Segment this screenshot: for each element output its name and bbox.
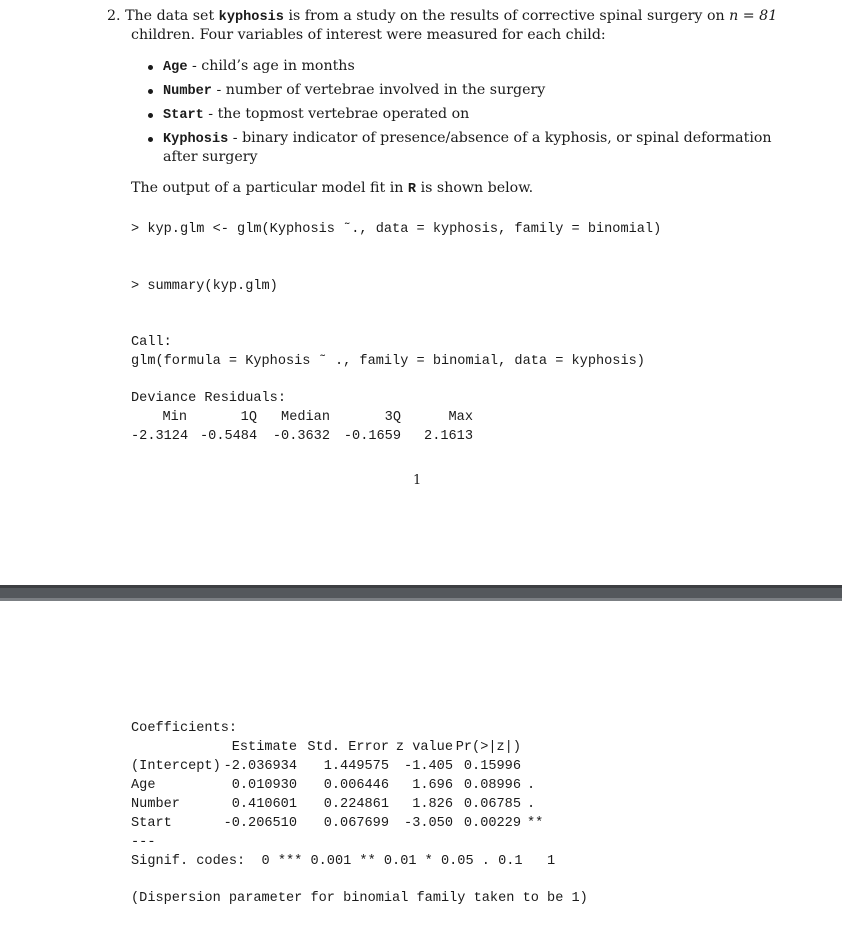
sample-size: n = 81 xyxy=(729,8,778,24)
coefficients-label: Coefficients: xyxy=(131,721,238,736)
deviance-header-1q: 1Q xyxy=(240,410,257,425)
dataset-name: kyphosis xyxy=(218,10,284,25)
variable-item-kyphosis: Kyphosis - binary indicator of presence/absence of a kyphosis, or spinal deformation xyxy=(163,130,772,147)
bullet-icon xyxy=(148,89,153,94)
deviance-value-3q: -0.1659 xyxy=(343,429,401,444)
code-line-glm: > kyp.glm <- glm(Kyphosis ˜., data = kyphosis, family = binomial) xyxy=(131,222,662,237)
deviance-header-3q: 3Q xyxy=(384,410,401,425)
deviance-value-median: -0.3632 xyxy=(272,429,330,444)
deviance-header-max: Max xyxy=(448,410,473,425)
code-line-summary: > summary(kyp.glm) xyxy=(131,279,278,294)
bullet-icon xyxy=(148,65,153,70)
deviance-value-max: 2.1613 xyxy=(424,429,473,444)
signif-separator: --- xyxy=(131,835,156,850)
table-row: Age 0.010930 0.006446 1.696 0.08996 . xyxy=(131,778,536,793)
deviance-value-min: -2.3124 xyxy=(131,429,189,444)
header-std-error: Std. Error xyxy=(307,740,389,755)
question-line-1: 2. The data set kyphosis is from a study on the results of corrective spinal surgery on n = 81 xyxy=(107,8,778,25)
coefficients-header-row xyxy=(131,740,567,759)
page-number: 1 xyxy=(413,473,422,488)
page-separator xyxy=(0,585,842,601)
deviance-value-1q: -0.5484 xyxy=(200,429,258,444)
deviance-label: Deviance Residuals: xyxy=(131,391,286,406)
header-p-value: Pr(>|z|) xyxy=(455,740,521,755)
variable-item-start: Start - the topmost vertebrae operated on xyxy=(163,106,470,123)
question-line-2: children. Four variables of interest were measured for each child: xyxy=(131,27,606,43)
output-intro: The output of a particular model fit in R is shown below. xyxy=(131,180,534,197)
bullet-icon xyxy=(148,137,153,142)
bullet-icon xyxy=(148,113,153,118)
deviance-header-median: Median xyxy=(281,410,330,425)
call-label: Call: xyxy=(131,335,172,350)
page-2 xyxy=(0,601,842,925)
deviance-header-min: Min xyxy=(162,410,187,425)
header-z-value: z value xyxy=(395,740,453,755)
header-estimate: Estimate xyxy=(231,740,297,755)
r-name: R xyxy=(407,182,417,197)
signif-codes: Signif. codes: 0 *** 0.001 ** 0.01 * 0.05 . 0.1 1 xyxy=(131,854,556,869)
variable-item-kyphosis-cont: after surgery xyxy=(163,149,258,165)
dispersion-note: (Dispersion parameter for binomial family taken to be 1) xyxy=(131,891,588,906)
table-row: Start -0.206510 0.067699 -3.050 0.00229 ** xyxy=(131,816,544,831)
call-formula: glm(formula = Kyphosis ˜ ., family = binomial, data = kyphosis) xyxy=(131,354,645,369)
coefficients-table xyxy=(131,740,567,835)
table-row: (Intercept) -2.036934 1.449575 -1.405 0.15996 xyxy=(131,759,521,774)
table-row: Number 0.410601 0.224861 1.826 0.06785 . xyxy=(131,797,536,812)
variable-item-number: Number - number of vertebrae involved in the surgery xyxy=(163,82,546,99)
variable-item-age: Age - child’s age in months xyxy=(163,58,355,75)
question-number: 2. xyxy=(107,8,121,24)
